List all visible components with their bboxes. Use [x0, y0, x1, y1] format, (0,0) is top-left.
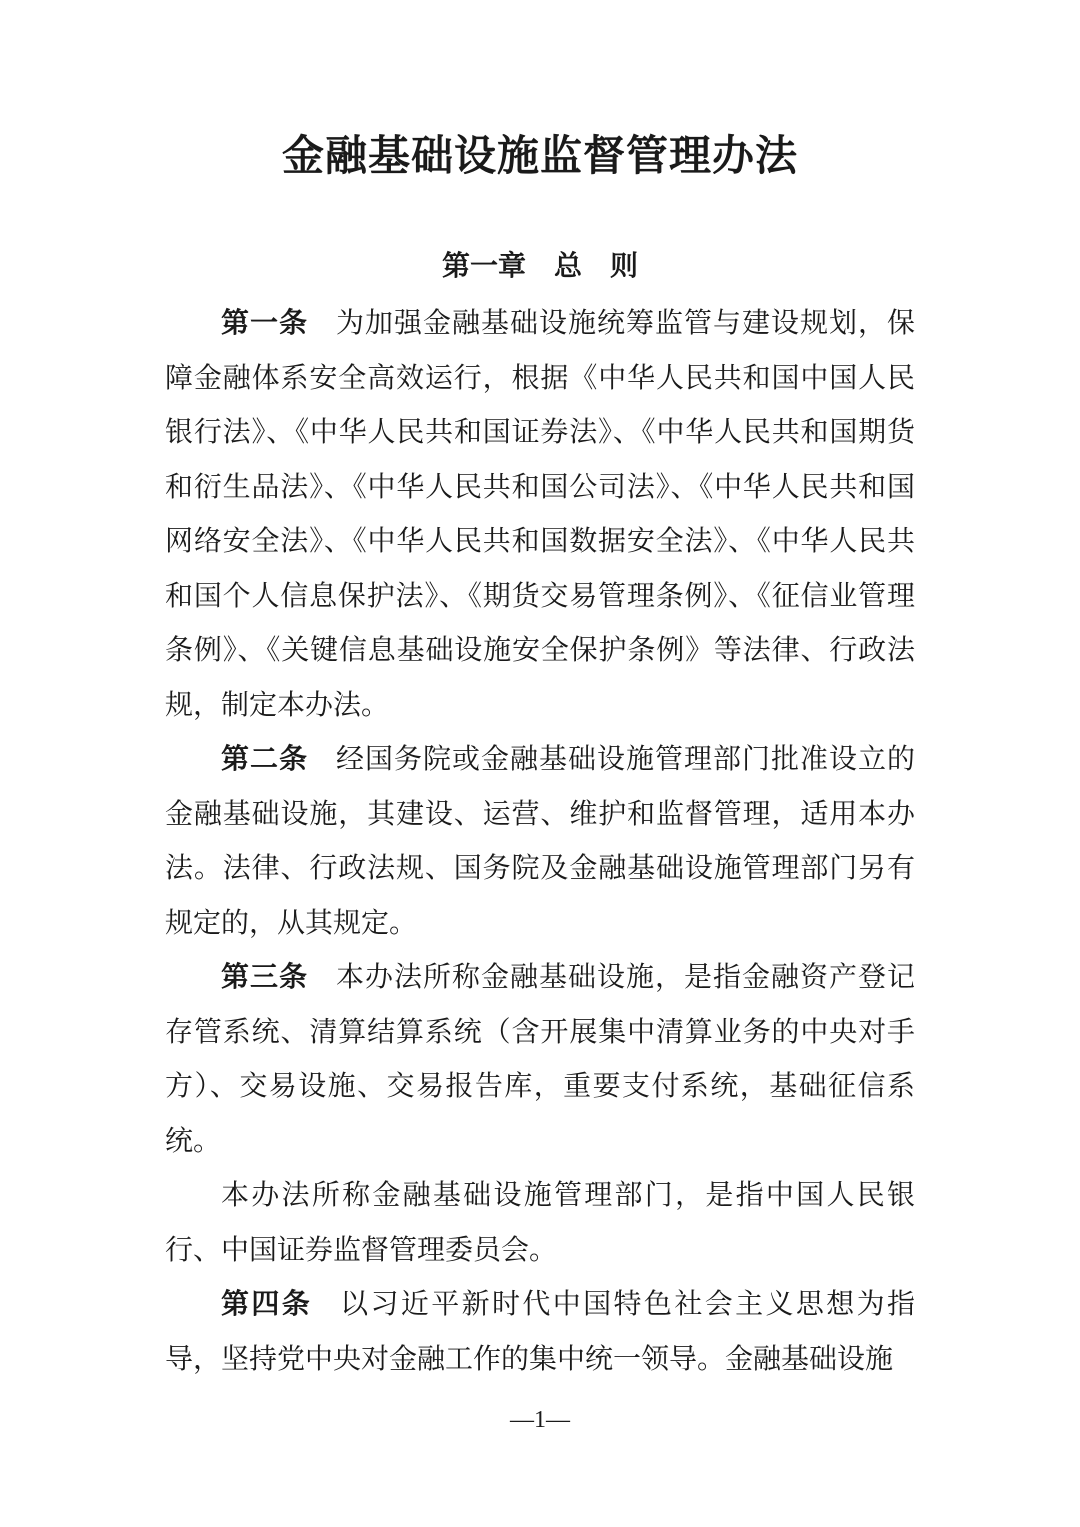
article-4-number: 第四条	[221, 1287, 313, 1320]
article-1-text: 为加强金融基础设施统筹监管与建设规划，保障金融体系安全高效运行，根据《中华人民共和国中国人民银行法》、《中华人民共和国证券法》、《中华人民共和国期货和衍生品法》、《中华人民共和国公司法》、《中华人民共和国网络安全法》、《中华人民共和国数据安全法》、《中华人民共和国个人信息保护法》、《期货交易管理条例》、《征信业管理条例》、《关键信息基础设施安全保护条例》等法律、行政法规，制定本办法。	[165, 306, 915, 721]
chapter-heading: 第一章 总 则	[441, 249, 638, 282]
article-3-paragraph-2-text: 本办法所称金融基础设施管理部门，是指中国人民银行、中国证券监督管理委员会。	[165, 1178, 915, 1266]
document-body	[165, 296, 915, 1386]
article-4-text: 以习近平新时代中国特色社会主义思想为指导，坚持党中央对金融工作的集中统一领导。金融基础设施	[165, 1287, 915, 1375]
document-title: 金融基础设施监督管理办法	[281, 131, 798, 180]
article-1-number: 第一条	[221, 306, 308, 339]
article-1	[165, 296, 915, 732]
article-4	[165, 1277, 915, 1386]
article-2	[165, 732, 915, 950]
article-3	[165, 950, 915, 1168]
article-3-paragraph-2	[165, 1168, 915, 1277]
article-3-text: 本办法所称金融基础设施，是指金融资产登记存管系统、清算结算系统（含开展集中清算业务的中央对手方）、交易设施、交易报告库，重要支付系统，基础征信系统。	[165, 960, 915, 1157]
article-2-number: 第二条	[221, 742, 308, 775]
article-3-number: 第三条	[221, 960, 308, 993]
article-2-text: 经国务院或金融基础设施管理部门批准设立的金融基础设施，其建设、运营、维护和监督管理，适用本办法。法律、行政法规、国务院及金融基础设施管理部门另有规定的，从其规定。	[165, 742, 915, 939]
page-number: —1—	[510, 1407, 570, 1433]
